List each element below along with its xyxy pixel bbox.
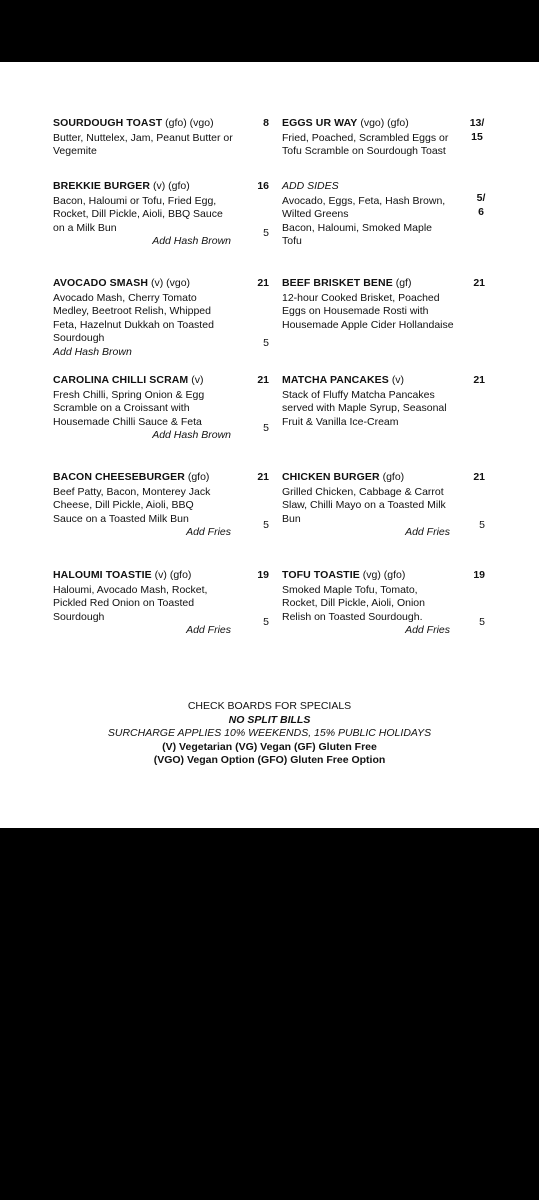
item-addon: Add Hash Brown bbox=[53, 345, 132, 358]
item-price: 19 bbox=[257, 569, 269, 581]
item-description: Avocado, Eggs, Feta, Hash Brown, Wilted Greens bbox=[282, 194, 446, 221]
item-tags: (vgo) (gfo) bbox=[360, 117, 409, 129]
menu-item-avocado-smash bbox=[53, 277, 223, 360]
item-description-secondary: Bacon, Haloumi, Smoked Maple Tofu bbox=[282, 221, 432, 248]
item-tags: (v) bbox=[191, 374, 204, 386]
menu-item-matcha-pancakes bbox=[282, 374, 452, 429]
item-tags: (v) (gfo) bbox=[154, 569, 192, 581]
item-name: CAROLINA CHILLI SCRAM bbox=[53, 374, 189, 386]
item-description: Avocado Mash, Cherry Tomato Medley, Beetroot Relish, Whipped Feta, Hazelnut Dukkah on Toasted Sourdough bbox=[53, 291, 214, 345]
menu-item-haloumi-toastie bbox=[53, 569, 233, 638]
item-price: 8 bbox=[263, 117, 269, 129]
item-tags: (v) (vgo) bbox=[150, 277, 191, 289]
item-addon: Add Fries bbox=[405, 624, 450, 637]
footer-legend-1: (V) Vegetarian (VG) Vegan (GF) Gluten Free bbox=[162, 740, 377, 753]
item-name: BEEF BRISKET BENE bbox=[282, 277, 393, 289]
item-price: 21 bbox=[473, 374, 485, 386]
footer-no-split-bills: NO SPLIT BILLS bbox=[228, 713, 311, 726]
menu-item-tofu-toastie bbox=[282, 569, 452, 638]
item-addon: Add Fries bbox=[405, 526, 450, 539]
item-price: 21 bbox=[473, 471, 485, 483]
addon-price: 5 bbox=[263, 422, 269, 434]
addon-price: 5 bbox=[479, 616, 485, 628]
item-name: HALOUMI TOASTIE bbox=[53, 569, 152, 581]
item-tags: (v) bbox=[391, 374, 405, 386]
item-tags: (gfo) (vgo) bbox=[165, 117, 214, 129]
item-tags: (v) (gfo) bbox=[153, 180, 190, 192]
addon-price: 5 bbox=[263, 227, 269, 239]
bottom-black-bar bbox=[0, 828, 539, 1200]
item-description: Bacon, Haloumi or Tofu, Fried Egg, Rocket, Dill Pickle, Aioli, BBQ Sauce on a Milk Bun bbox=[53, 194, 223, 234]
item-name: AVOCADO SMASH bbox=[53, 277, 149, 289]
item-description: Smoked Maple Tofu, Tomato, Rocket, Dill Pickle, Aioli, Onion Relish on Toasted Sourdough. bbox=[282, 583, 425, 623]
menu-item-add-sides bbox=[282, 180, 452, 249]
item-addon: Add Fries bbox=[186, 624, 231, 637]
footer-surcharge: SURCHARGE APPLIES 10% WEEKENDS, 15% PUBLIC HOLIDAYS bbox=[107, 727, 432, 740]
item-price: 21 bbox=[257, 471, 269, 483]
item-addon: Add Fries bbox=[186, 526, 231, 539]
item-price: 5/ 6 bbox=[476, 192, 486, 218]
item-description: Stack of Fluffy Matcha Pancakes served with Maple Syrup, Seasonal Fruit & Vanilla Ice-Cream bbox=[282, 388, 447, 428]
item-price: 21 bbox=[473, 277, 485, 289]
menu-item-carolina-chilli-scram bbox=[53, 374, 233, 443]
menu-item-beef-brisket-bene bbox=[282, 277, 457, 332]
footer-specials: CHECK BOARDS FOR SPECIALS bbox=[187, 700, 352, 712]
item-price: 19 bbox=[473, 569, 485, 581]
section-heading: ADD SIDES bbox=[282, 180, 339, 192]
item-name: EGGS UR WAY bbox=[282, 117, 358, 129]
top-black-bar bbox=[0, 0, 539, 62]
item-description: Haloumi, Avocado Mash, Rocket, Pickled Red Onion on Toasted Sourdough bbox=[53, 583, 208, 623]
item-tags: (vg) (gfo) bbox=[362, 569, 406, 581]
item-description: Grilled Chicken, Cabbage & Carrot Slaw, Chilli Mayo on a Toasted Milk Bun bbox=[282, 485, 446, 525]
addon-price: 5 bbox=[263, 337, 269, 349]
footer-legend-2: (VGO) Vegan Option (GFO) Gluten Free Option bbox=[153, 754, 386, 767]
addon-price: 5 bbox=[263, 616, 269, 628]
item-price: 13/ 15 bbox=[469, 117, 485, 143]
item-addon: Add Hash Brown bbox=[152, 429, 231, 442]
item-name: BACON CHEESEBURGER bbox=[53, 471, 185, 483]
menu-item-bacon-cheeseburger bbox=[53, 471, 233, 540]
menu-item-brekkie-burger bbox=[53, 180, 233, 249]
menu-footer bbox=[0, 700, 539, 768]
item-name: MATCHA PANCAKES bbox=[282, 374, 389, 386]
menu-item-eggs-ur-way bbox=[282, 117, 452, 159]
item-description: Fresh Chilli, Spring Onion & Egg Scramble on a Croissant with Housemade Chilli Sauce & Feta bbox=[53, 388, 205, 428]
item-addon: Add Hash Brown bbox=[152, 235, 231, 248]
item-description: Butter, Nuttelex, Jam, Peanut Butter or Vegemite bbox=[53, 131, 233, 158]
item-price: 16 bbox=[257, 180, 269, 192]
addon-price: 5 bbox=[479, 519, 485, 531]
item-description: Beef Patty, Bacon, Monterey Jack Cheese, Dill Pickle, Aioli, BBQ Sauce on a Toasted Milk Bun bbox=[53, 485, 211, 525]
item-tags: (gfo) bbox=[187, 471, 210, 483]
item-price: 21 bbox=[257, 374, 269, 386]
item-name: CHICKEN BURGER bbox=[282, 471, 380, 483]
item-tags: (gf) bbox=[395, 277, 412, 289]
addon-price: 5 bbox=[263, 519, 269, 531]
item-name: SOURDOUGH TOAST bbox=[53, 117, 163, 129]
menu-item-chicken-burger bbox=[282, 471, 452, 540]
item-price: 21 bbox=[257, 277, 269, 289]
item-description: 12-hour Cooked Brisket, Poached Eggs on Housemade Rosti with Housemade Apple Cider Hollandaise bbox=[282, 291, 454, 331]
item-tags: (gfo) bbox=[382, 471, 405, 483]
item-name: TOFU TOASTIE bbox=[282, 569, 360, 581]
item-name: BREKKIE BURGER bbox=[53, 180, 151, 192]
item-description: Fried, Poached, Scrambled Eggs or Tofu Scramble on Sourdough Toast bbox=[282, 131, 449, 158]
